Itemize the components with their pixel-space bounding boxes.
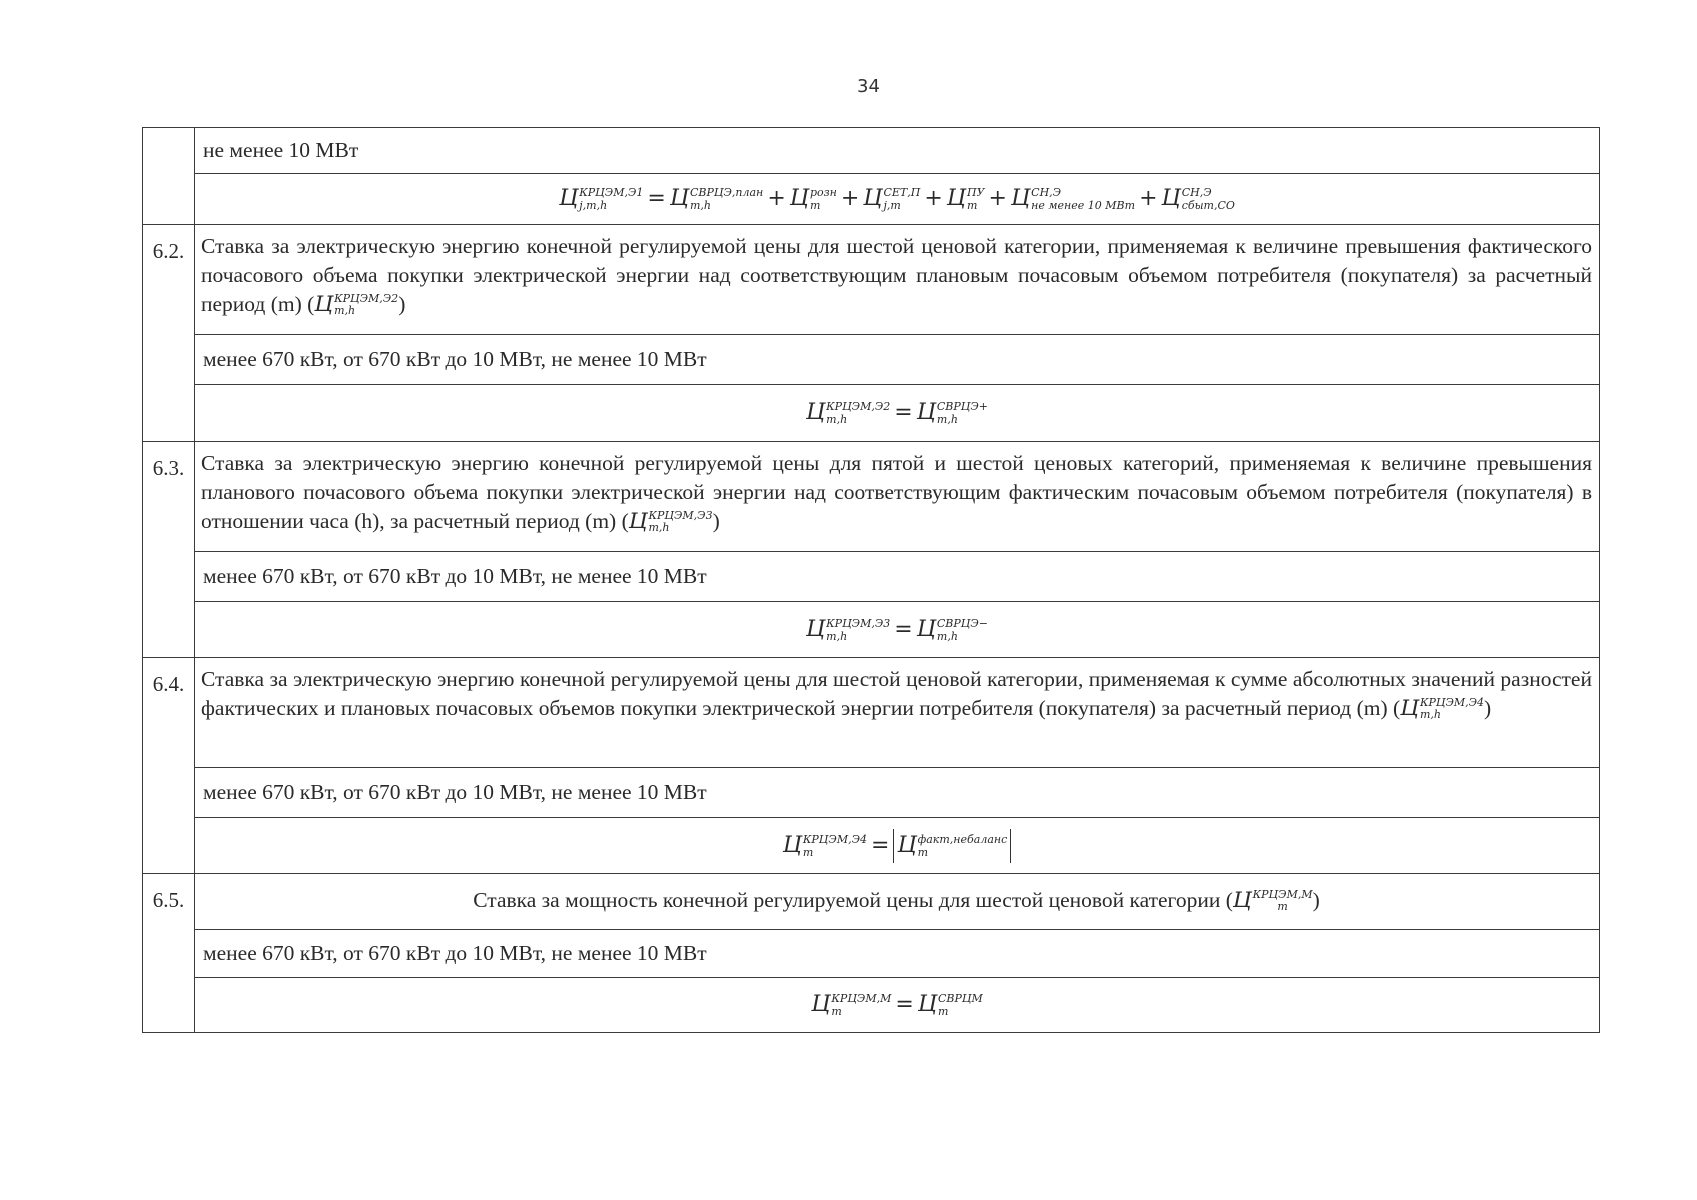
- category-row: [195, 767, 1599, 817]
- section-6-2: [143, 224, 1599, 441]
- section-title: Ставка за электрическую энергию конечной регулируемой цены для пятой и шестой ценовых категорий, применяемая к величине превышения планового почасового объема покупки электрической энергии над соответствующим фактическим почасовым объемом потребителя (покупателя) в отношении часа (h), за расчетный период (m) (Ц КРЦЭМ,Э3 m,h ): [201, 451, 1592, 534]
- formula-e4: Ц КРЦЭМ,Э4 m = Ц факт,небаланс m: [783, 829, 1012, 863]
- category-text: менее 670 кВт, от 670 кВт до 10 МВт, не менее 10 МВт: [203, 347, 707, 371]
- section-6-4: [143, 657, 1599, 873]
- section-number: 6.3.: [143, 442, 195, 657]
- section-number: 6.5.: [143, 874, 195, 1032]
- formula-row: [195, 977, 1599, 1032]
- section-title: Ставка за электрическую энергию конечной регулируемой цены для шестой ценовой категории, применяемая к сумме абсолютных значений разностей фактических и плановых почасовых объемов покупки электрической энергии потребителя (покупателя) за расчетный период (m) (Ц КРЦЭМ,Э4 m,h ): [201, 667, 1592, 721]
- section-continuation: [143, 128, 1599, 224]
- formula-row: [195, 173, 1599, 224]
- category-row: [195, 334, 1599, 384]
- title-symbol: Ц КРЦЭМ,Э2 m,h: [314, 292, 399, 317]
- category-text: менее 670 кВт, от 670 кВт до 10 МВт, не менее 10 МВт: [203, 564, 707, 588]
- section-title: Ставка за мощность конечной регулируемой цены для шестой ценовой категории (Ц КРЦЭМ,М m ): [473, 888, 1320, 913]
- title-symbol: Ц КРЦЭМ,М m: [1232, 888, 1313, 913]
- category-text: менее 670 кВт, от 670 кВт до 10 МВт, не менее 10 МВт: [203, 780, 707, 804]
- section-number: 6.2.: [143, 225, 195, 441]
- category-row: [195, 929, 1599, 977]
- section-title: Ставка за электрическую энергию конечной регулируемой цены для шестой ценовой категории, применяемая к величине превышения фактического почасового объема покупки электрической энергии над соответствующим плановым почасовым объемом потребителя (покупателя) за расчетный период (m) (Ц КРЦЭМ,Э2 m,h ): [201, 234, 1592, 317]
- title-symbol: Ц КРЦЭМ,Э3 m,h: [628, 509, 713, 534]
- page-number: 34: [857, 76, 880, 97]
- category-text: менее 670 кВт, от 670 кВт до 10 МВт, не менее 10 МВт: [203, 941, 707, 965]
- formula-row: [195, 384, 1599, 441]
- category-row: [195, 551, 1599, 601]
- section-6-5: [143, 873, 1599, 1032]
- category-row: [195, 128, 1599, 173]
- tariff-table: [142, 127, 1600, 1033]
- formula-e2: Ц КРЦЭМ,Э2 m,h = Ц СВРЦЭ+ m,h: [805, 400, 989, 426]
- absolute-value-bars: Ц факт,небаланс m: [893, 829, 1011, 863]
- section-number: [143, 128, 195, 224]
- formula-e1: Ц КРЦЭМ,Э1 j,m,h = Ц СВРЦЭ,план m,h + Ц розн m + Ц СЕТ,П j,m + Ц ПУ m + Ц СН,Э не менее 10 МВт + Ц СН,Э сбыт,СО: [559, 186, 1235, 212]
- title-symbol: Ц КРЦЭМ,Э4 m,h: [1400, 696, 1485, 721]
- section-6-3: [143, 441, 1599, 657]
- formula-row: [195, 601, 1599, 657]
- formula-e3: Ц КРЦЭМ,Э3 m,h = Ц СВРЦЭ− m,h: [805, 616, 989, 643]
- formula-m: Ц КРЦЭМ,М m = Ц СВРЦМ m: [811, 992, 983, 1018]
- formula-row: [195, 817, 1599, 873]
- category-text: не менее 10 МВт: [203, 138, 359, 162]
- section-number: 6.4.: [143, 658, 195, 873]
